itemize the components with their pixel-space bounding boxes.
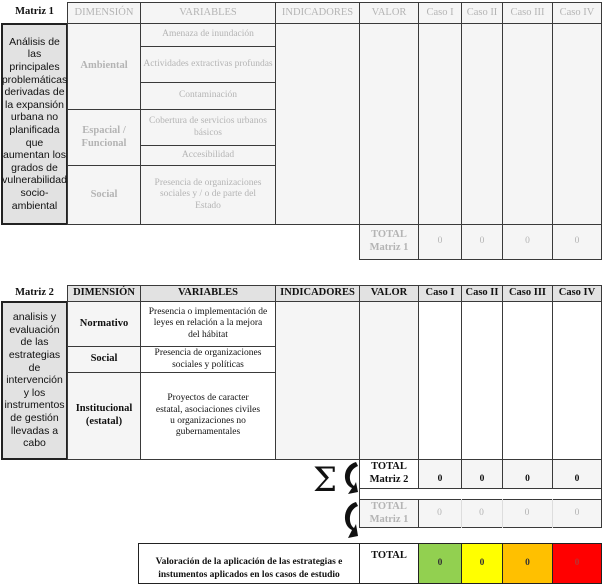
matriz-2-title: Matriz 2: [15, 286, 54, 298]
m1-valor-cell[interactable]: [359, 23, 419, 225]
m2-header-valor: VALOR: [359, 285, 419, 302]
m2-total-m1-caso-4: 0: [574, 507, 580, 518]
m1-total-label: TOTAL Matriz 1: [359, 224, 419, 260]
m1-variable-presencia: Presencia de organizaciones sociales y / o de parte del Estado: [140, 165, 276, 225]
m2-variable-proyectos: Proyectos de caracter estatal, asociaciones civiles u organizaciones no gubernamentales: [140, 372, 276, 460]
m1-header-variables: VARIABLES: [140, 2, 276, 24]
m1-total-caso-1: 0: [418, 224, 462, 260]
m1-variable-accesibilidad: Accesibilidad: [140, 145, 276, 166]
valoracion-label: Valoración de la aplicación de las estrategias e instumentos aplicados en los casos de estudio: [138, 543, 360, 584]
m2-dimension-normativo: Normativo: [67, 301, 141, 347]
m2-valor-cell[interactable]: [359, 301, 419, 460]
m2-total-m1-caso-3: 0: [502, 499, 553, 528]
sigma-icon: Σ: [312, 460, 338, 500]
m1-header-indicadores: INDICADORES: [275, 2, 360, 24]
m1-total-caso-2: 0: [461, 224, 503, 260]
m2-total-caso-3: 0: [502, 459, 553, 489]
m2-dimension-institucional: Institucional (estatal): [67, 372, 141, 460]
m1-variable-actividades: Actividades extractivas profundas: [140, 46, 276, 83]
m1-caso-4-cell[interactable]: [552, 23, 602, 225]
m1-header-caso-2: Caso II: [461, 2, 503, 24]
m2-total-m1-caso-2: 0: [461, 499, 503, 528]
m2-total-caso-1: 0: [418, 459, 462, 489]
m1-dimension-social: Social: [67, 165, 141, 225]
m1-caso-1-cell[interactable]: [418, 23, 462, 225]
m2-header-caso-2: Caso II: [461, 285, 503, 302]
m2-indicadores-cell[interactable]: [275, 301, 360, 460]
m1-variable-contaminacion: Contaminación: [140, 82, 276, 110]
m2-caso-1-cell[interactable]: [418, 301, 462, 460]
m1-total-caso-4: 0: [552, 224, 602, 260]
m1-dimension-espacial: Espacial / Funcional: [67, 109, 141, 166]
m2-variable-leyes: Presencia o implementación de leyes en relación a la mejora del hábitat: [140, 301, 276, 347]
m1-caso-3-cell[interactable]: [502, 23, 553, 225]
m2-header-caso-4: Caso IV: [552, 285, 602, 302]
m1-indicadores-cell[interactable]: [275, 23, 360, 225]
summary-caso-2: 0: [461, 543, 503, 584]
m2-header-indicadores: INDICADORES: [275, 285, 360, 302]
m1-caso-2-cell[interactable]: [461, 23, 503, 225]
m2-total-m1-label: TOTAL Matriz 1: [359, 499, 419, 528]
m1-header-caso-4: Caso IV: [552, 2, 602, 24]
m1-header-dimension: DIMENSIÓN: [67, 2, 141, 24]
m1-header-caso-1: Caso I: [418, 2, 462, 24]
m2-description: analisis y evaluación de las estrategias de intervención y los instrumentos de gestión llevadas a cabo: [1, 301, 68, 460]
summary-caso-3: 0: [502, 543, 553, 584]
m2-total-caso-2: 0: [461, 459, 503, 489]
m1-header-caso-3: Caso III: [502, 2, 553, 24]
m2-caso-4-cell[interactable]: [552, 301, 602, 460]
m1-dimension-ambiental: Ambiental: [67, 23, 141, 110]
matriz-1-title: Matriz 1: [15, 6, 54, 18]
m1-header-valor: VALOR: [359, 2, 419, 24]
m2-header-variables: VARIABLES: [140, 285, 276, 302]
m2-total-m1-caso-1: 0: [418, 499, 462, 528]
summary-caso-4: 0: [552, 543, 602, 584]
m2-variable-organizaciones: Presencia de organizaciones sociales y políticas: [140, 346, 276, 373]
m2-caso-2-cell[interactable]: [461, 301, 503, 460]
m2-caso-3-cell[interactable]: [502, 301, 553, 460]
summary-caso-1: 0: [418, 543, 462, 584]
m2-header-caso-1: Caso I: [418, 285, 462, 302]
m2-total-label: TOTAL Matriz 2: [359, 459, 419, 489]
m1-description: Análisis de las principales problemáticas derivadas de la expansión urbana no planificada que aumentan los grados de vulnerabilidad socio-ambiental: [1, 23, 68, 225]
m2-total-caso-4: 0: [552, 459, 602, 489]
m1-variable-cobertura: Cobertura de servicios urbanos básicos: [140, 109, 276, 146]
m2-header-caso-3: Caso III: [502, 285, 553, 302]
m2-dimension-social: Social: [67, 346, 141, 373]
curved-arrows-icon: [336, 458, 362, 546]
summary-total-label: TOTAL: [359, 543, 419, 584]
m2-header-dimension: DIMENSIÓN: [67, 285, 141, 302]
m1-total-caso-3: 0: [502, 224, 553, 260]
m1-variable-amenaza: Amenaza de inundación: [140, 23, 276, 47]
